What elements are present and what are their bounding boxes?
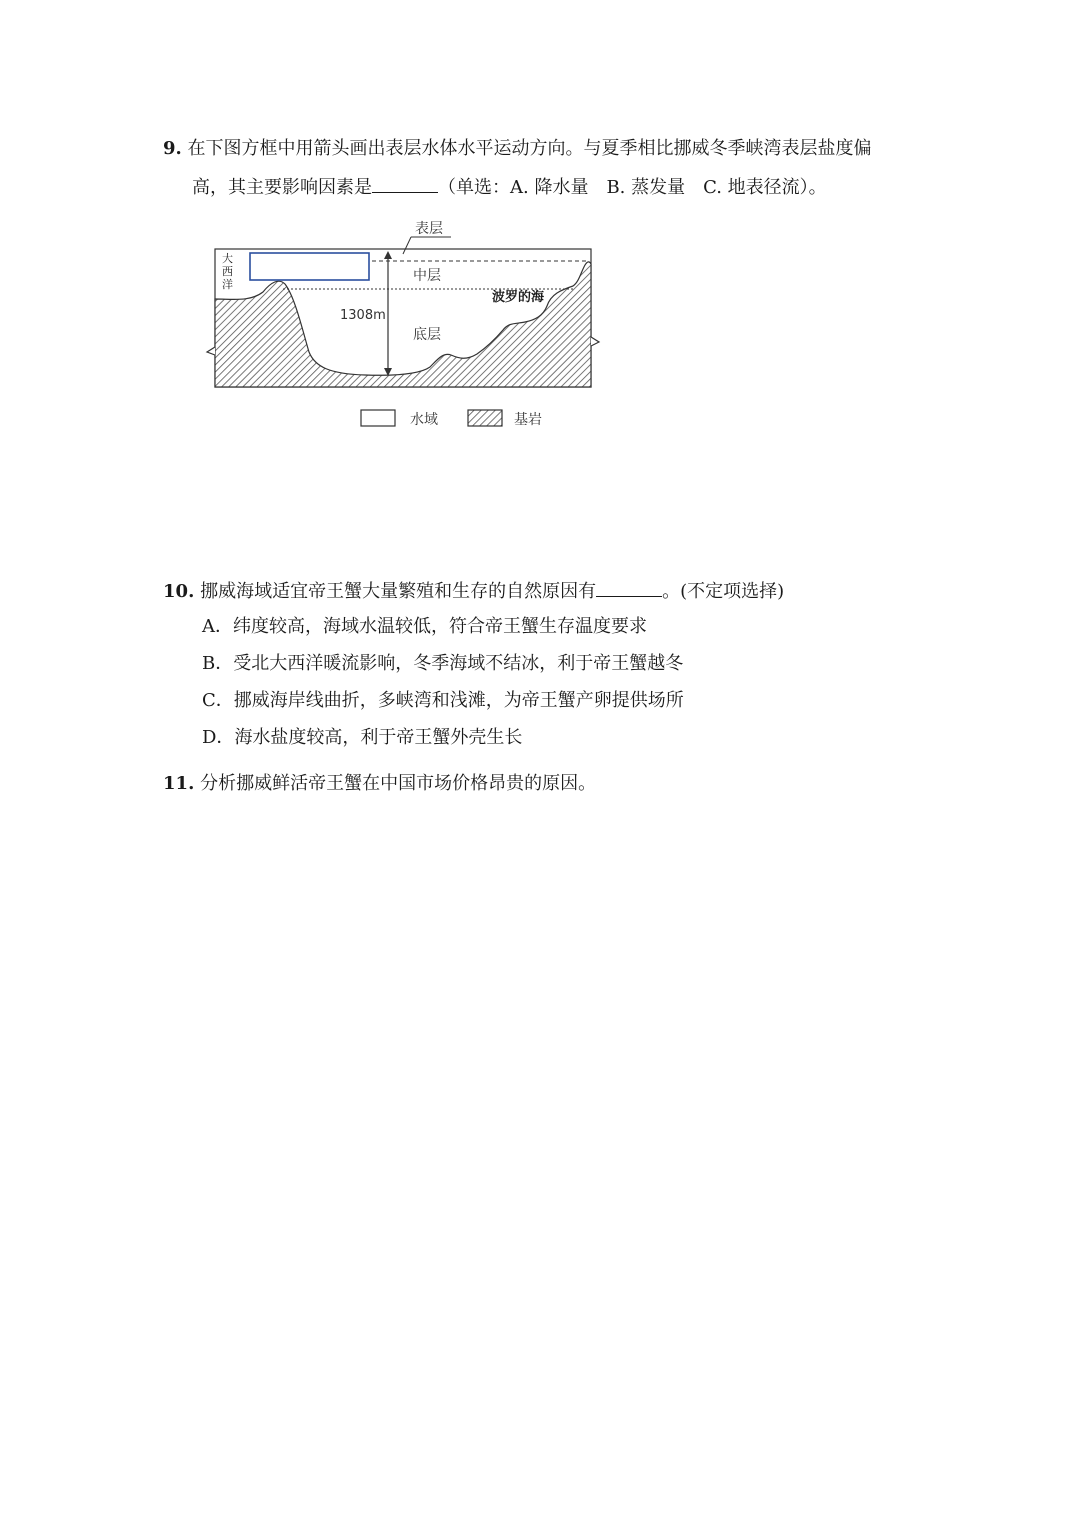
legend-bedrock-swatch	[468, 410, 502, 426]
fjord-cross-section-figure	[205, 212, 605, 446]
legend-water-swatch	[361, 410, 395, 426]
label-atlantic-char-3: 洋	[222, 278, 233, 291]
q9-dot: .	[175, 138, 182, 159]
label-atlantic-char-2: 西	[222, 265, 233, 278]
q9-text-line-1: 在下图方框中用箭头画出表层水体水平运动方向。与夏季相比挪威冬季峡湾表层盐度偏	[187, 138, 872, 159]
legend-water-label: 水域	[410, 412, 438, 428]
q10-dot: .	[188, 581, 195, 602]
q10-option-c-letter: C．	[202, 690, 234, 711]
q11-number: 11	[163, 773, 189, 794]
q10-number: 10	[163, 581, 189, 602]
label-atlantic-char-1: 大	[222, 252, 233, 265]
q9-line-2	[192, 174, 827, 200]
q11-dot: .	[188, 773, 195, 794]
q10-option-d-text: 海水盐度较高，利于帝王蟹外壳生长	[234, 727, 523, 748]
q10-option-c-text: 挪威海岸线曲折，多峡湾和浅滩，为帝王蟹产卵提供场所	[233, 690, 684, 711]
q9-text-line-2-pre: 高，其主要影响因素是	[192, 177, 372, 198]
q11-text: 分析挪威鲜活帝王蟹在中国市场价格昂贵的原因。	[200, 773, 597, 794]
q10-option-b-letter: B．	[202, 653, 234, 674]
q9-text-line-2-post: （单选：A. 降水量 B. 蒸发量 C. 地表径流）。	[438, 177, 827, 198]
label-bottom: 底层	[413, 327, 441, 343]
q10-option-a-text: 纬度较高，海域水温较低，符合帝王蟹生存温度要求	[233, 616, 647, 637]
q10-option-b-text: 受北大西洋暖流影响，冬季海域不结冰，利于帝王蟹越冬	[233, 653, 684, 674]
q9-answer-blank[interactable]	[372, 174, 438, 193]
q11-stem	[163, 772, 596, 796]
arrow-answer-box[interactable]	[250, 253, 369, 280]
fjord-cross-section-svg	[205, 212, 605, 442]
q10-option-a-letter: A．	[202, 616, 233, 637]
q10-option-d[interactable]	[202, 726, 522, 750]
legend-bedrock-label: 基岩	[514, 412, 542, 428]
q9-line-1	[163, 137, 872, 161]
q10-answer-blank[interactable]	[596, 578, 662, 597]
q10-option-c[interactable]	[202, 689, 684, 713]
q9-number: 9	[163, 138, 176, 159]
label-depth: 1308m	[340, 308, 386, 323]
q10-stem	[163, 578, 784, 604]
q10-stem-post: 。(不定项选择)	[662, 581, 785, 602]
label-baltic-sea: 波罗的海	[492, 290, 545, 305]
label-middle: 中层	[413, 268, 441, 284]
q10-option-a[interactable]	[202, 615, 647, 639]
q10-option-b[interactable]	[202, 652, 683, 676]
label-surface: 表层	[415, 221, 443, 237]
right-break-mark	[591, 337, 599, 346]
q10-option-d-letter: D．	[202, 727, 235, 748]
left-break-mark	[207, 347, 215, 355]
q10-stem-pre: 挪威海域适宜帝王蟹大量繁殖和生存的自然原因有	[200, 581, 597, 602]
